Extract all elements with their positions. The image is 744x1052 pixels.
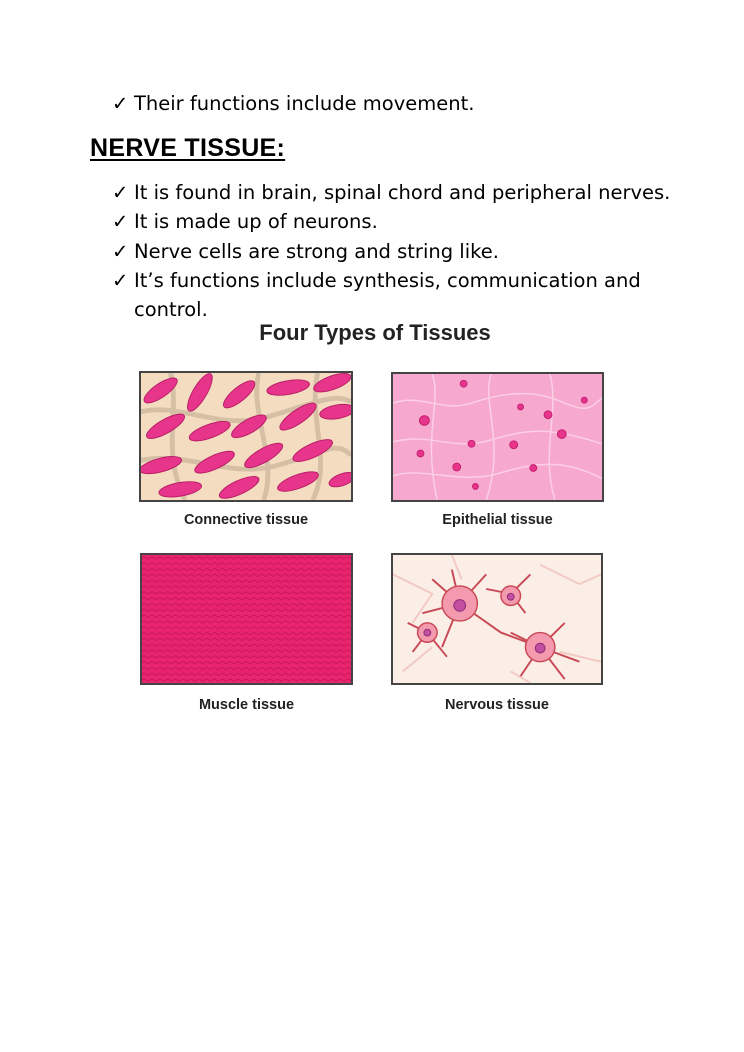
panel-caption: Connective tissue xyxy=(183,512,309,528)
bullet-text: Their functions include movement. xyxy=(134,92,475,115)
bullet-continuation: control. xyxy=(134,298,208,321)
muscle-tissue-illustration xyxy=(140,553,353,685)
bullet-text: It is found in brain, spinal chord and peripheral nerves. xyxy=(134,181,671,204)
bullet-item xyxy=(112,240,499,264)
checkmark-icon: ✓ xyxy=(112,92,129,115)
bullet-item xyxy=(112,181,670,205)
bullet-text: It’s functions include synthesis, communication and xyxy=(134,269,641,292)
panel-caption: Muscle tissue xyxy=(198,697,295,713)
panel-caption: Epithelial tissue xyxy=(442,512,553,528)
checkmark-icon: ✓ xyxy=(112,240,129,263)
nervous-tissue-illustration xyxy=(391,553,603,685)
checkmark-icon: ✓ xyxy=(112,210,129,233)
panel-caption: Nervous tissue xyxy=(445,697,549,713)
bullet-item xyxy=(112,210,378,234)
figure-title: Four Types of Tissues xyxy=(259,320,491,345)
bullet-item xyxy=(112,92,474,116)
section-heading: NERVE TISSUE: xyxy=(90,134,286,162)
bullet-item xyxy=(112,269,641,293)
bullet-text: Nerve cells are strong and string like. xyxy=(134,240,499,263)
epithelial-tissue-illustration xyxy=(391,372,604,502)
checkmark-icon: ✓ xyxy=(112,269,129,292)
bullet-text: It is made up of neurons. xyxy=(134,210,378,233)
connective-tissue-illustration xyxy=(139,371,353,502)
checkmark-icon: ✓ xyxy=(112,181,129,204)
